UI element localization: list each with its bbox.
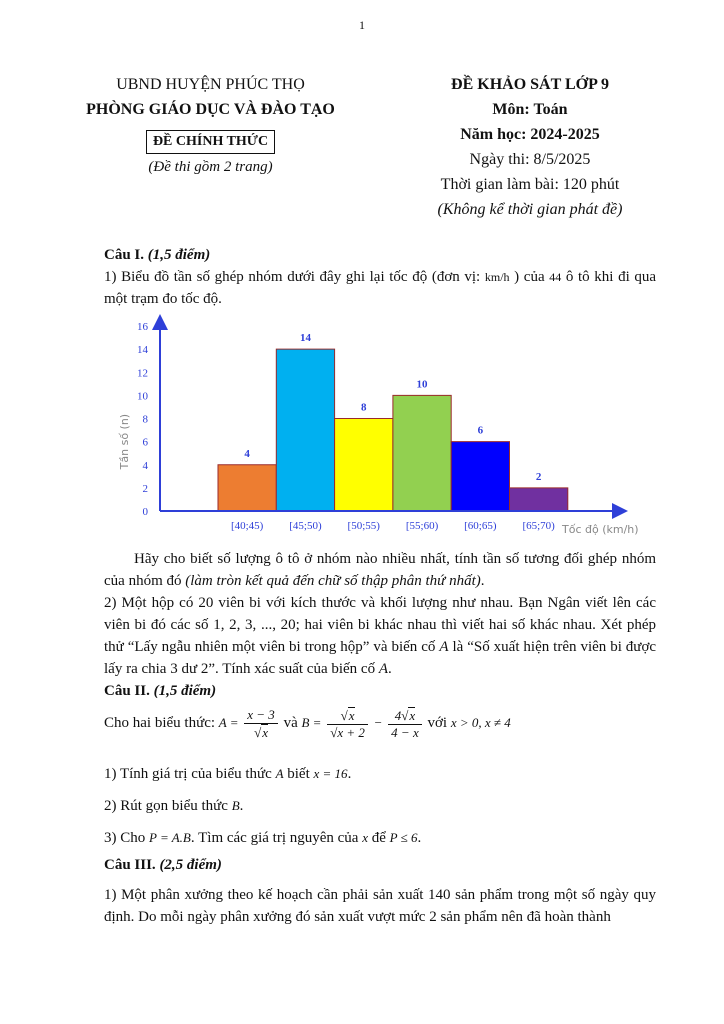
question-2-tasks (104, 758, 656, 854)
page-number: 1 (359, 18, 365, 32)
school-year: Năm học: 2024-2025 (460, 126, 600, 143)
y-tick-label: 16 (137, 321, 148, 333)
question-1-heading: Câu I. (1,5 điểm) (104, 247, 211, 263)
expression-b-fraction-1: $\frac{√x}{√x + 2}$ (327, 707, 368, 741)
question-1-body (104, 548, 656, 702)
x-axis-label: Tốc độ (km/h) (562, 523, 639, 536)
y-tick-label: 6 (142, 436, 148, 449)
question-3-part-1: 1) Một phân xưởng theo kế hoạch cần phải sản xuất 140 sản phẩm trong một số ngày quy định. Do mỗi ngày phân xưởng đó sản xuất vượt mức 2 sản phẩm nên đã hoàn thành (104, 887, 656, 925)
y-tick-label: 4 (142, 459, 148, 472)
y-tick-label: 14 (137, 344, 148, 357)
question-2-part-2: 2) Rút gọn biểu thức B. (104, 798, 244, 814)
question-3 (104, 854, 656, 928)
question-1-intro (104, 244, 656, 310)
y-tick-label: 12 (137, 367, 148, 380)
x-category-label: [50;55) (347, 520, 380, 532)
y-tick-label: 2 (142, 482, 148, 495)
x-category-label: [65;70) (522, 520, 555, 532)
bar-value-label: 10 (416, 378, 428, 391)
expression-a-label: A = (218, 715, 239, 730)
department-name: PHÒNG GIÁO DỤC VÀ ĐÀO TẠO (86, 101, 335, 118)
bar-value-label: 6 (477, 424, 484, 437)
x-category-label: [60;65) (464, 520, 497, 532)
histogram-bar (510, 488, 568, 511)
domain-condition: x > 0, x ≠ 4 (450, 715, 511, 730)
exam-subject: Môn: Toán (492, 101, 568, 118)
exam-duration: Thời gian làm bài: 120 phút (440, 176, 620, 193)
x-category-label: [55;60) (405, 520, 439, 532)
exam-date: Ngày thi: 8/5/2025 (469, 151, 591, 168)
histogram-bar (276, 349, 334, 511)
x-category-label: [40;45) (230, 520, 264, 532)
expressions-intro: Cho hai biểu thức: (104, 715, 216, 731)
y-tick-label: 8 (142, 413, 148, 426)
histogram-bar (451, 442, 509, 511)
expression-a-fraction: $\frac{x - 3}{√x}$ (244, 707, 278, 741)
bar-value-label: 14 (299, 332, 311, 345)
expression-b-fraction-2: $\frac{4√x}{4 - x}$ (388, 707, 422, 741)
bar-value-label: 2 (535, 470, 542, 483)
expression-b-label: B = (301, 715, 322, 730)
question-2-part-3: 3) Cho P = A.B. Tìm các giá trị nguyên của x để P ≤ 6. (104, 830, 422, 846)
histogram-bar (393, 395, 451, 511)
frequency-histogram (104, 312, 656, 542)
exam-title: ĐỀ KHẢO SÁT LỚP 9 (451, 76, 609, 93)
question-1-part-2: 2) Một hộp có 20 viên bi với kích thước và khối lượng như nhau. Bạn Ngân viết lên các viên bi đó các số 1, 2, 3, ..., 20; hai viên bi khác nhau thì viết hai số khác nhau. Xét phép thử “Lấy ngẫu nhiên một viên bi trong hộp” và biến cố A là “Số xuất hiện trên viên bi được lấy ra chia 3 dư 2”. Tính xác suất của biến cố A. (104, 595, 657, 677)
histogram-bar (335, 419, 393, 512)
pages-note: (Đề thi gồm 2 trang) (148, 159, 273, 175)
bar-value-label: 8 (361, 401, 367, 414)
question-1-part-1: 1) Biểu đồ tần số ghép nhóm dưới đây ghi lại tốc độ (đơn vị: km/h ) của 44 ô tô khi đi qua một trạm đo tốc độ. (104, 269, 657, 307)
y-tick-label: 10 (137, 390, 148, 403)
x-category-label: [45;50) (289, 520, 322, 532)
question-2-heading: Câu II. (1,5 điểm) (104, 683, 217, 699)
authority-name: UBND HUYỆN PHÚC THỌ (116, 76, 305, 93)
official-badge: ĐỀ CHÍNH THỨC (146, 130, 275, 154)
question-3-heading: Câu III. (2,5 điểm) (104, 857, 222, 873)
duration-note: (Không kể thời gian phát đề) (437, 201, 623, 218)
bar-value-label: 4 (244, 447, 250, 460)
question-2-part-1: 1) Tính giá trị của biểu thức A biết x = 16. (104, 766, 352, 782)
question-2-expressions: Cho hai biểu thức: A = $\frac{x - 3}{√x}$ và B = $\frac{√x}{√x + 2}$ − $\frac{4√x}{4 - x}$ với x > 0, x ≠ 4 (104, 706, 511, 740)
header-left (78, 72, 343, 178)
y-tick-label: 0 (142, 506, 148, 518)
question-1-task: Hãy cho biết số lượng ô tô ở nhóm nào nhiều nhất, tính tần số tương đối ghép nhóm của nhóm đó (làm tròn kết quả đến chữ số thập phân thứ nhất). (104, 551, 656, 589)
histogram-bar (218, 465, 276, 511)
y-axis-label: Tần số (n) (118, 413, 131, 470)
header-right (410, 72, 650, 222)
